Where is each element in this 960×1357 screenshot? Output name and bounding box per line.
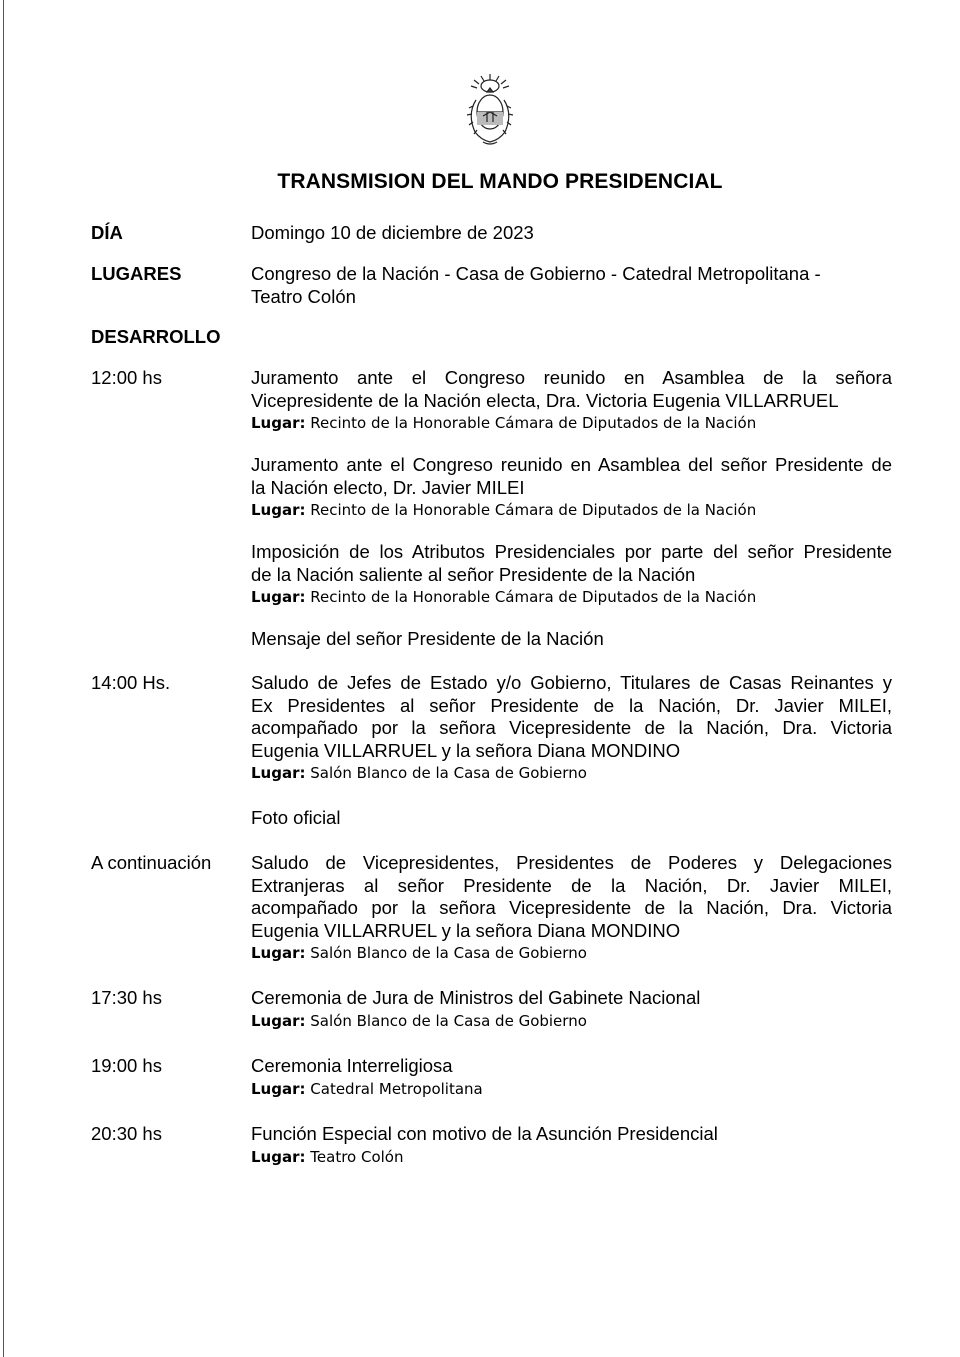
place-prefix: Lugar: (251, 414, 306, 432)
place-prefix: Lugar: (251, 588, 306, 606)
event-place (251, 762, 892, 785)
event-place (251, 942, 892, 965)
event-line: Ceremonia Interreligiosa (251, 1055, 453, 1076)
event-line: Vicepresidente de la Nación electa, Dra. Victoria Eugenia VILLARRUEL (251, 389, 839, 411)
event-description (251, 454, 892, 522)
event-line: Eugenia VILLARRUEL y la señora Diana MONDINO (251, 739, 681, 761)
event-time: 14:00 Hs. (91, 672, 171, 693)
lugares-label: LUGARES (91, 263, 182, 284)
event-place (251, 586, 892, 609)
place-prefix: Lugar: (251, 501, 306, 519)
place-prefix: Lugar: (251, 1147, 306, 1166)
lugares-value (251, 263, 892, 308)
event-place (251, 1010, 892, 1033)
event-time: 17:30 hs (91, 987, 162, 1008)
event-line: Saludo de Vicepresidentes, Presidentes de Poderes y Delegaciones (251, 852, 892, 873)
event-line: Extranjeras al señor Presidente de la Nación, Dr. Javier MILEI, (251, 874, 892, 896)
event-place (251, 412, 892, 435)
place-name: Recinto de la Honorable Cámara de Diputados de la Nación (310, 414, 757, 432)
place-name: Recinto de la Honorable Cámara de Diputados de la Nación (310, 588, 757, 606)
event-place (251, 1078, 892, 1101)
place-name: Teatro Colón (310, 1147, 404, 1166)
event-line: Foto oficial (251, 807, 341, 828)
event-line: Eugenia VILLARRUEL y la señora Diana MONDINO (251, 919, 681, 941)
event-line: Juramento ante el Congreso reunido en Asamblea del señor Presidente de (251, 454, 892, 475)
event-description (251, 367, 892, 435)
event-line: acompañado por la señora Vicepresidente de la Nación, Dra. Victoria (251, 897, 892, 918)
event-description (251, 807, 892, 830)
dia-label: DÍA (91, 222, 123, 243)
event-description (251, 672, 892, 785)
event-time: A continuación (91, 852, 212, 873)
event-time: 12:00 hs (91, 367, 162, 388)
dia-value: Domingo 10 de diciembre de 2023 (251, 222, 534, 243)
place-prefix: Lugar: (251, 944, 306, 962)
place-name: Recinto de la Honorable Cámara de Diputados de la Nación (310, 501, 757, 519)
event-place (251, 1146, 892, 1169)
event-time: 20:30 hs (91, 1123, 162, 1144)
event-line: Juramento ante el Congreso reunido en Asamblea de la señora (251, 367, 892, 388)
coat-of-arms-seal (461, 72, 519, 148)
event-line: la Nación electo, Dr. Javier MILEI (251, 476, 525, 498)
event-place (251, 499, 892, 522)
event-description (251, 987, 892, 1033)
event-line: Imposición de los Atributos Presidenciales por parte del señor Presidente (251, 541, 892, 562)
lugares-line: Congreso de la Nación - Casa de Gobierno - Catedral Metropolitana - (251, 263, 821, 284)
event-description (251, 1055, 892, 1101)
document-title: TRANSMISION DEL MANDO PRESIDENCIAL (277, 170, 723, 193)
event-line: acompañado por la señora Vicepresidente de la Nación, Dra. Victoria (251, 717, 892, 738)
lugares-line: Teatro Colón (251, 285, 356, 307)
page-border (3, 0, 4, 1357)
place-prefix: Lugar: (251, 1079, 306, 1098)
event-description (251, 628, 892, 651)
event-line: Ex Presidentes al señor Presidente de la Nación, Dr. Javier MILEI, (251, 694, 892, 716)
event-time: 19:00 hs (91, 1055, 162, 1076)
place-prefix: Lugar: (251, 1011, 306, 1030)
event-line: Ceremonia de Jura de Ministros del Gabinete Nacional (251, 987, 701, 1008)
place-name: Catedral Metropolitana (310, 1079, 483, 1098)
event-description (251, 852, 892, 965)
event-line: Saludo de Jefes de Estado y/o Gobierno, Titulares de Casas Reinantes y (251, 672, 892, 693)
place-prefix: Lugar: (251, 764, 306, 782)
place-name: Salón Blanco de la Casa de Gobierno (310, 764, 587, 782)
place-name: Salón Blanco de la Casa de Gobierno (310, 1011, 587, 1030)
event-line: de la Nación saliente al señor Presidente de la Nación (251, 563, 696, 585)
desarrollo-label: DESARROLLO (91, 326, 221, 347)
event-description (251, 541, 892, 609)
place-name: Salón Blanco de la Casa de Gobierno (310, 944, 587, 962)
event-description (251, 1123, 892, 1169)
event-line: Mensaje del señor Presidente de la Nación (251, 628, 604, 649)
event-line: Función Especial con motivo de la Asunción Presidencial (251, 1123, 718, 1144)
